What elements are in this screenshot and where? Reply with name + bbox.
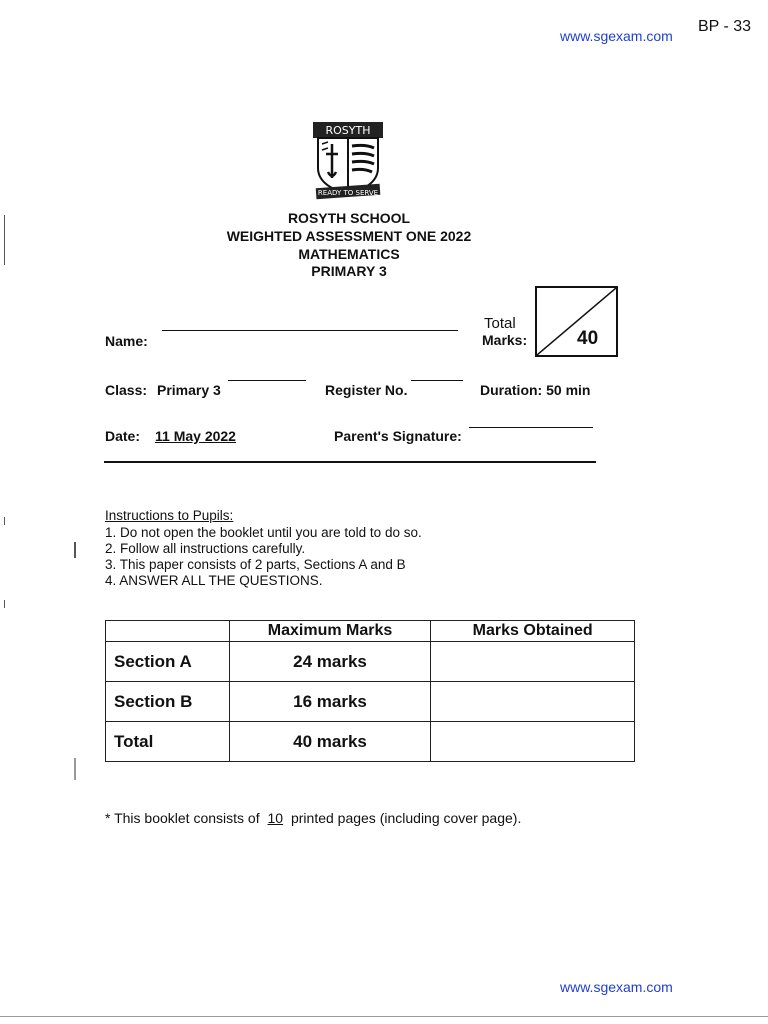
- instructions-list: [105, 525, 422, 589]
- signature-label: Parent's Signature:: [334, 428, 462, 444]
- section-cell: Total: [106, 722, 230, 762]
- total-marks-max: 40: [577, 328, 599, 349]
- signature-blank-line[interactable]: [469, 427, 593, 428]
- duration-text: Duration: 50 min: [480, 382, 591, 398]
- instruction-item: 1. Do not open the booklet until you are told to do so.: [105, 525, 422, 540]
- marks-obtained-cell[interactable]: [431, 682, 635, 722]
- table-header-cell: [106, 621, 230, 642]
- table-header-row: [106, 621, 635, 642]
- page-bottom-edge: [0, 1016, 768, 1017]
- assessment-title: WEIGHTED ASSESSMENT ONE 2022: [226, 228, 472, 244]
- scan-margin-mark: [74, 542, 76, 558]
- table-header-cell: Marks Obtained: [431, 621, 635, 642]
- name-label: Name:: [105, 333, 148, 349]
- booklet-note-suffix: printed pages (including cover page).: [290, 810, 522, 826]
- total-label: Total: [484, 315, 516, 332]
- marks-obtained-cell[interactable]: [431, 722, 635, 762]
- svg-text:READY TO SERVE: READY TO SERVE: [317, 189, 379, 197]
- marks-table: [105, 620, 635, 762]
- class-value: Primary 3: [157, 382, 221, 398]
- scan-margin-mark: [4, 600, 5, 608]
- school-crest-logo: [308, 120, 388, 200]
- max-marks-cell: 40 marks: [229, 722, 431, 762]
- max-marks-cell: 16 marks: [229, 682, 431, 722]
- instruction-item: 3. This paper consists of 2 parts, Sections A and B: [105, 557, 406, 572]
- school-name: ROSYTH SCHOOL: [287, 210, 411, 226]
- booklet-note: [105, 810, 521, 826]
- section-cell: Section B: [106, 682, 230, 722]
- page-code: BP - 33: [698, 18, 752, 35]
- register-blank-line[interactable]: [411, 380, 463, 381]
- date-label: Date:: [105, 428, 141, 444]
- instruction-item: 2. Follow all instructions carefully.: [105, 541, 306, 556]
- date-value: 11 May 2022: [155, 428, 236, 444]
- scan-margin-mark: [4, 215, 5, 265]
- name-blank-line[interactable]: [162, 330, 458, 331]
- scan-margin-mark: [74, 758, 76, 780]
- total-marks-box: [535, 286, 618, 357]
- footer-website-link[interactable]: www.sgexam.com: [560, 979, 673, 995]
- subject-title: MATHEMATICS: [298, 246, 400, 262]
- booklet-page-count: 10: [267, 810, 284, 826]
- table-row: [106, 642, 635, 682]
- section-cell: Section A: [106, 642, 230, 682]
- section-divider: [104, 461, 596, 463]
- register-label: Register No.: [325, 382, 408, 398]
- header-website-link[interactable]: www.sgexam.com: [560, 28, 673, 44]
- marks-label: Marks:: [482, 332, 528, 348]
- scan-margin-mark: [4, 517, 5, 525]
- svg-text:ROSYTH: ROSYTH: [325, 124, 371, 137]
- level-title: PRIMARY 3: [311, 263, 387, 279]
- table-header-cell: Maximum Marks: [229, 621, 431, 642]
- booklet-note-prefix: * This booklet consists of: [105, 810, 260, 826]
- table-row: [106, 682, 635, 722]
- instructions-heading: Instructions to Pupils:: [105, 508, 234, 523]
- marks-obtained-cell[interactable]: [431, 642, 635, 682]
- max-marks-cell: 24 marks: [229, 642, 431, 682]
- instruction-item: 4. ANSWER ALL THE QUESTIONS.: [105, 573, 323, 588]
- class-blank-line[interactable]: [228, 380, 306, 381]
- class-label: Class:: [105, 382, 148, 398]
- table-row: [106, 722, 635, 762]
